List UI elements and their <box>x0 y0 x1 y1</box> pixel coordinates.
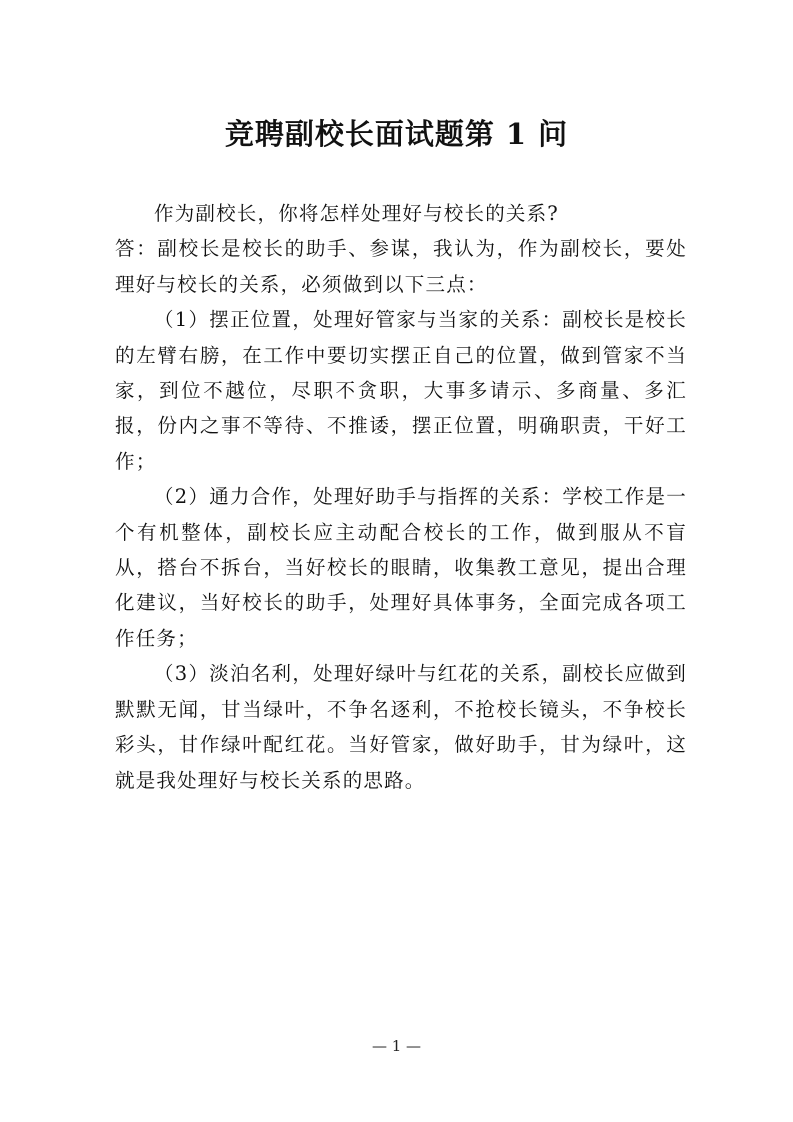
answer-intro-paragraph: 答：副校长是校长的助手、参谋，我认为，作为副校长，要处理好与校长的关系，必须做到以下三点： <box>115 237 687 296</box>
point-1-paragraph: （1）摆正位置，处理好管家与当家的关系：副校长是校长的左臂右膀，在工作中要切实摆正自己的位置，做到管家不当家，到位不越位，尽职不贪职，大事多请示、多商量、多汇报，份内之事不等待、不推诿，摆正位置，明确职责，干好工作； <box>115 308 687 473</box>
question-paragraph: 作为副校长，你将怎样处理好与校长的关系? <box>154 202 559 225</box>
page-number: — 1 — <box>371 1037 422 1055</box>
document-title: 竞聘副校长面试题第 1 问 <box>224 117 569 151</box>
point-3-paragraph: （3）淡泊名利，处理好绿叶与红花的关系，副校长应做到默默无闻，甘当绿叶，不争名逐利，不抢校长镜头，不争校长彩头，甘作绿叶配红花。当好管家，做好助手，甘为绿叶，这就是我处理好与校长关系的思路。 <box>115 662 687 792</box>
point-2-paragraph: （2）通力合作，处理好助手与指挥的关系：学校工作是一个有机整体，副校长应主动配合校长的工作，做到服从不盲从，搭台不拆台，当好校长的眼睛，收集教工意见，提出合理化建议，当好校长的助手，处理好具体事务，全面完成各项工作任务； <box>115 485 687 650</box>
document-body <box>115 196 687 798</box>
